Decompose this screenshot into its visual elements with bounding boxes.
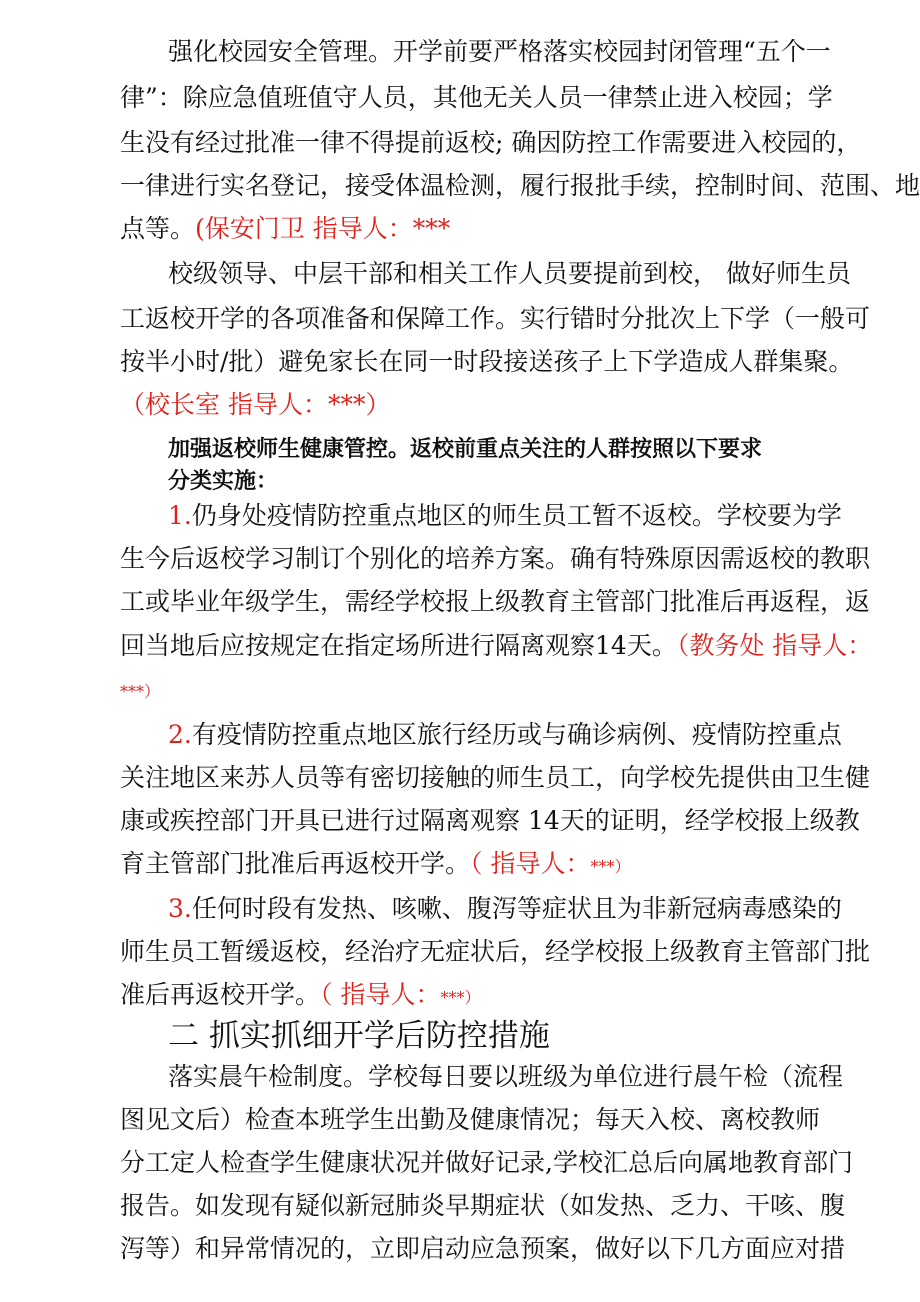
guide-note (120, 667, 160, 714)
text-line: 生没有经过批准一律不得提前返校; 确因防控工作需要进入校园的， (120, 128, 862, 157)
text-line (120, 624, 872, 668)
list-item-line (168, 713, 842, 757)
text-line: 图见文后）检查本班学生出勤及健康情况；每天入校、离校教师 (120, 1105, 821, 1134)
text-line: 分类实施： (168, 469, 279, 494)
text-span: 回当地后应按规定在指定场所进行隔离观察14天。 (120, 631, 677, 660)
guide-note: （ 指导人： (320, 980, 441, 1009)
text-line: 强化校园安全管理。开学前要严格落实校园封闭管理“五个一 (168, 37, 831, 66)
guide-note: （ 指导人： (470, 849, 591, 878)
text-line: 泻等）和异常情况的，立即启动应急预案，做好以下几方面应对措 (120, 1234, 846, 1263)
text-line: 报告。如发现有疑似新冠肺炎早期症状（如发热、乏力、干咳、腹 (120, 1191, 846, 1220)
text-line: 按半小时/批）避免家长在同一时段接送孩子上下学造成人群集聚。 (120, 347, 854, 376)
list-number: 3. (168, 894, 192, 923)
text-line: 康或疾控部门开具已进行过隔离观察 14天的证明，经学校报上级教 (120, 806, 860, 835)
guide-note: (保安门卫 指导人：*** (195, 214, 451, 243)
text-line: 工或毕业年级学生，需经学校报上级教育主管部门批准后再返程，返 (120, 587, 871, 616)
list-number: 1. (168, 501, 192, 530)
text-span: 仍身处疫情防控重点地区的师生员工暂不返校。学校要为学 (191, 501, 842, 530)
guide-note: （校长室 指导人：***） (120, 390, 391, 419)
text-span: 任何时段有发热、咳嗽、腹泻等症状且为非新冠病毒感染的 (191, 894, 842, 923)
text-line: 一律进行实名登记，接受体温检测，履行报批手续，控制时间、范围、地 (120, 171, 920, 200)
guide-note-part: ***） (120, 682, 161, 701)
text-line (120, 842, 630, 889)
text-line: 分工定人检查学生健康状况并做好记录,学校汇总后向属地教育部门 (120, 1148, 853, 1177)
guide-note: （教务处 指导人： (676, 631, 873, 660)
text-line: 校级领导、中层干部和相关工作人员要提前到校， 做好师生员 (168, 259, 851, 288)
list-number: 2. (168, 720, 192, 749)
text-line: 律”：除应急值班值守人员，其他无关人员一律禁止进入校园；学 (120, 83, 833, 112)
text-span: 育主管部门批准后再返校开学。 (120, 849, 471, 878)
text-line: 师生员工暂缓返校，经治疗无症状后，经学校报上级教育主管部门批 (120, 937, 871, 966)
text-line: 生今后返校学习制订个别化的培养方案。确有特殊原因需返校的教职 (120, 544, 871, 573)
text-line: 关注地区来苏人员等有密切接触的师生员工，向学校先提供由卫生健 (120, 763, 871, 792)
list-item-line (168, 887, 842, 931)
section-heading: 二 抓实抓细开学后防控措施 (168, 1018, 550, 1054)
text-span: 有疫情防控重点地区旅行经历或与确诊病例、疫情防控重点 (191, 720, 842, 749)
guide-note-part: ***） (590, 857, 631, 876)
text-line (120, 207, 450, 251)
text-span: 点等。 (120, 214, 196, 243)
text-span: 准后再返校开学。 (120, 980, 321, 1009)
text-line: 加强返校师生健康管控。返校前重点关注的人群按照以下要求 (168, 437, 763, 462)
text-line: 落实晨午检制度。学校每日要以班级为单位进行晨午检（流程 (168, 1062, 844, 1091)
list-item-line (168, 494, 842, 538)
text-line: 工返校开学的各项准备和保障工作。实行错时分批次上下学（一般可 (120, 304, 871, 333)
guide-note-part: ***） (440, 988, 481, 1007)
